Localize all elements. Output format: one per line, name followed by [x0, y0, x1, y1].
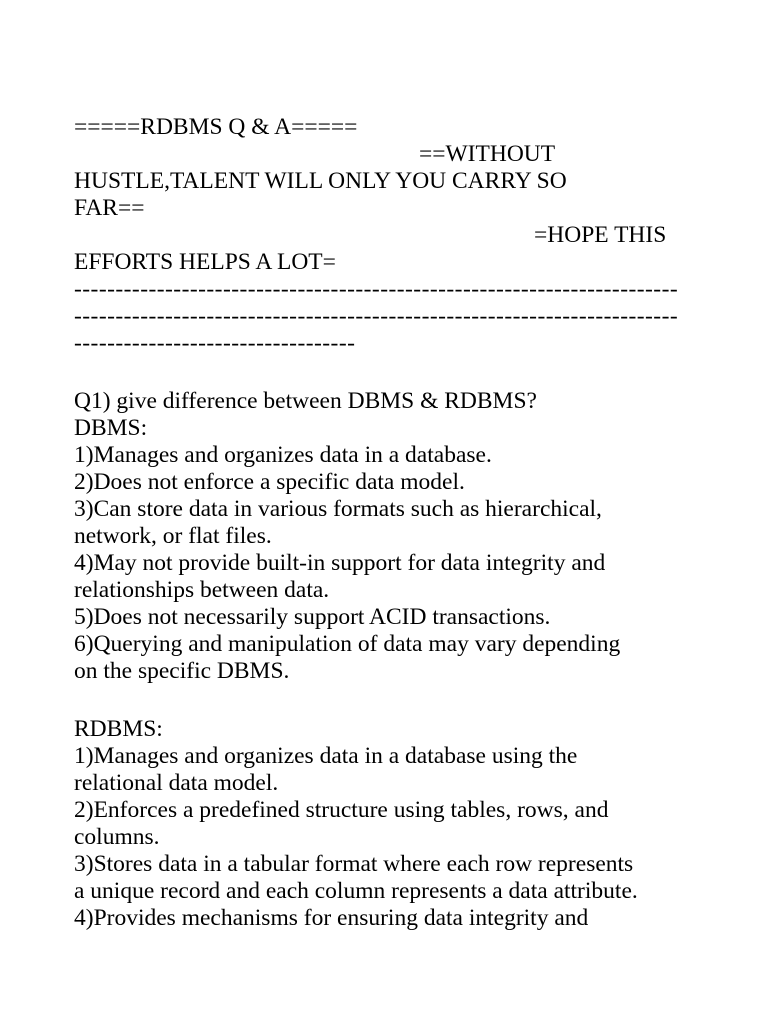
motto-line: ==WITHOUT — [419, 141, 556, 167]
dbms-point: 2)Does not enforce a specific data model. — [74, 469, 465, 495]
section-heading-dbms: DBMS: — [74, 415, 148, 441]
dbms-point: on the specific DBMS. — [74, 658, 290, 684]
dbms-point: 5)Does not necessarily support ACID transactions. — [74, 604, 551, 630]
dbms-point: 4)May not provide built-in support for data integrity and — [74, 550, 606, 576]
document-content — [74, 114, 704, 932]
dbms-point: 6)Querying and manipulation of data may vary depending — [74, 631, 621, 657]
rdbms-point: relational data model. — [74, 770, 279, 796]
separator-line: ------------------------------------------------------------------------- — [74, 303, 679, 329]
document-title: =====RDBMS Q & A===== — [74, 114, 358, 140]
wish-line: =HOPE THIS — [534, 222, 667, 248]
rdbms-point: 2)Enforces a predefined structure using tables, rows, and — [74, 797, 609, 823]
blank-line — [74, 357, 704, 384]
separator-line: ---------------------------------- — [74, 330, 356, 356]
rdbms-point: 1)Manages and organizes data in a database using the — [74, 743, 578, 769]
wish-line: EFFORTS HELPS A LOT= — [74, 249, 336, 275]
dbms-point: relationships between data. — [74, 577, 330, 603]
separator-line: ------------------------------------------------------------------------- — [74, 276, 679, 302]
rdbms-point: 4)Provides mechanisms for ensuring data integrity and — [74, 905, 589, 931]
dbms-point: 1)Manages and organizes data in a database. — [74, 442, 492, 468]
rdbms-point: a unique record and each column represents a data attribute. — [74, 878, 638, 904]
dbms-point: 3)Can store data in various formats such as hierarchical, — [74, 496, 602, 522]
dbms-point: network, or flat files. — [74, 523, 272, 549]
section-heading-rdbms: RDBMS: — [74, 716, 163, 742]
question-text: Q1) give difference between DBMS & RDBMS? — [74, 388, 537, 414]
rdbms-point: columns. — [74, 824, 160, 850]
blank-line — [74, 685, 704, 712]
motto-line: FAR== — [74, 195, 145, 221]
rdbms-point: 3)Stores data in a tabular format where each row represents — [74, 851, 634, 877]
motto-line: HUSTLE,TALENT WILL ONLY YOU CARRY SO — [74, 168, 567, 194]
